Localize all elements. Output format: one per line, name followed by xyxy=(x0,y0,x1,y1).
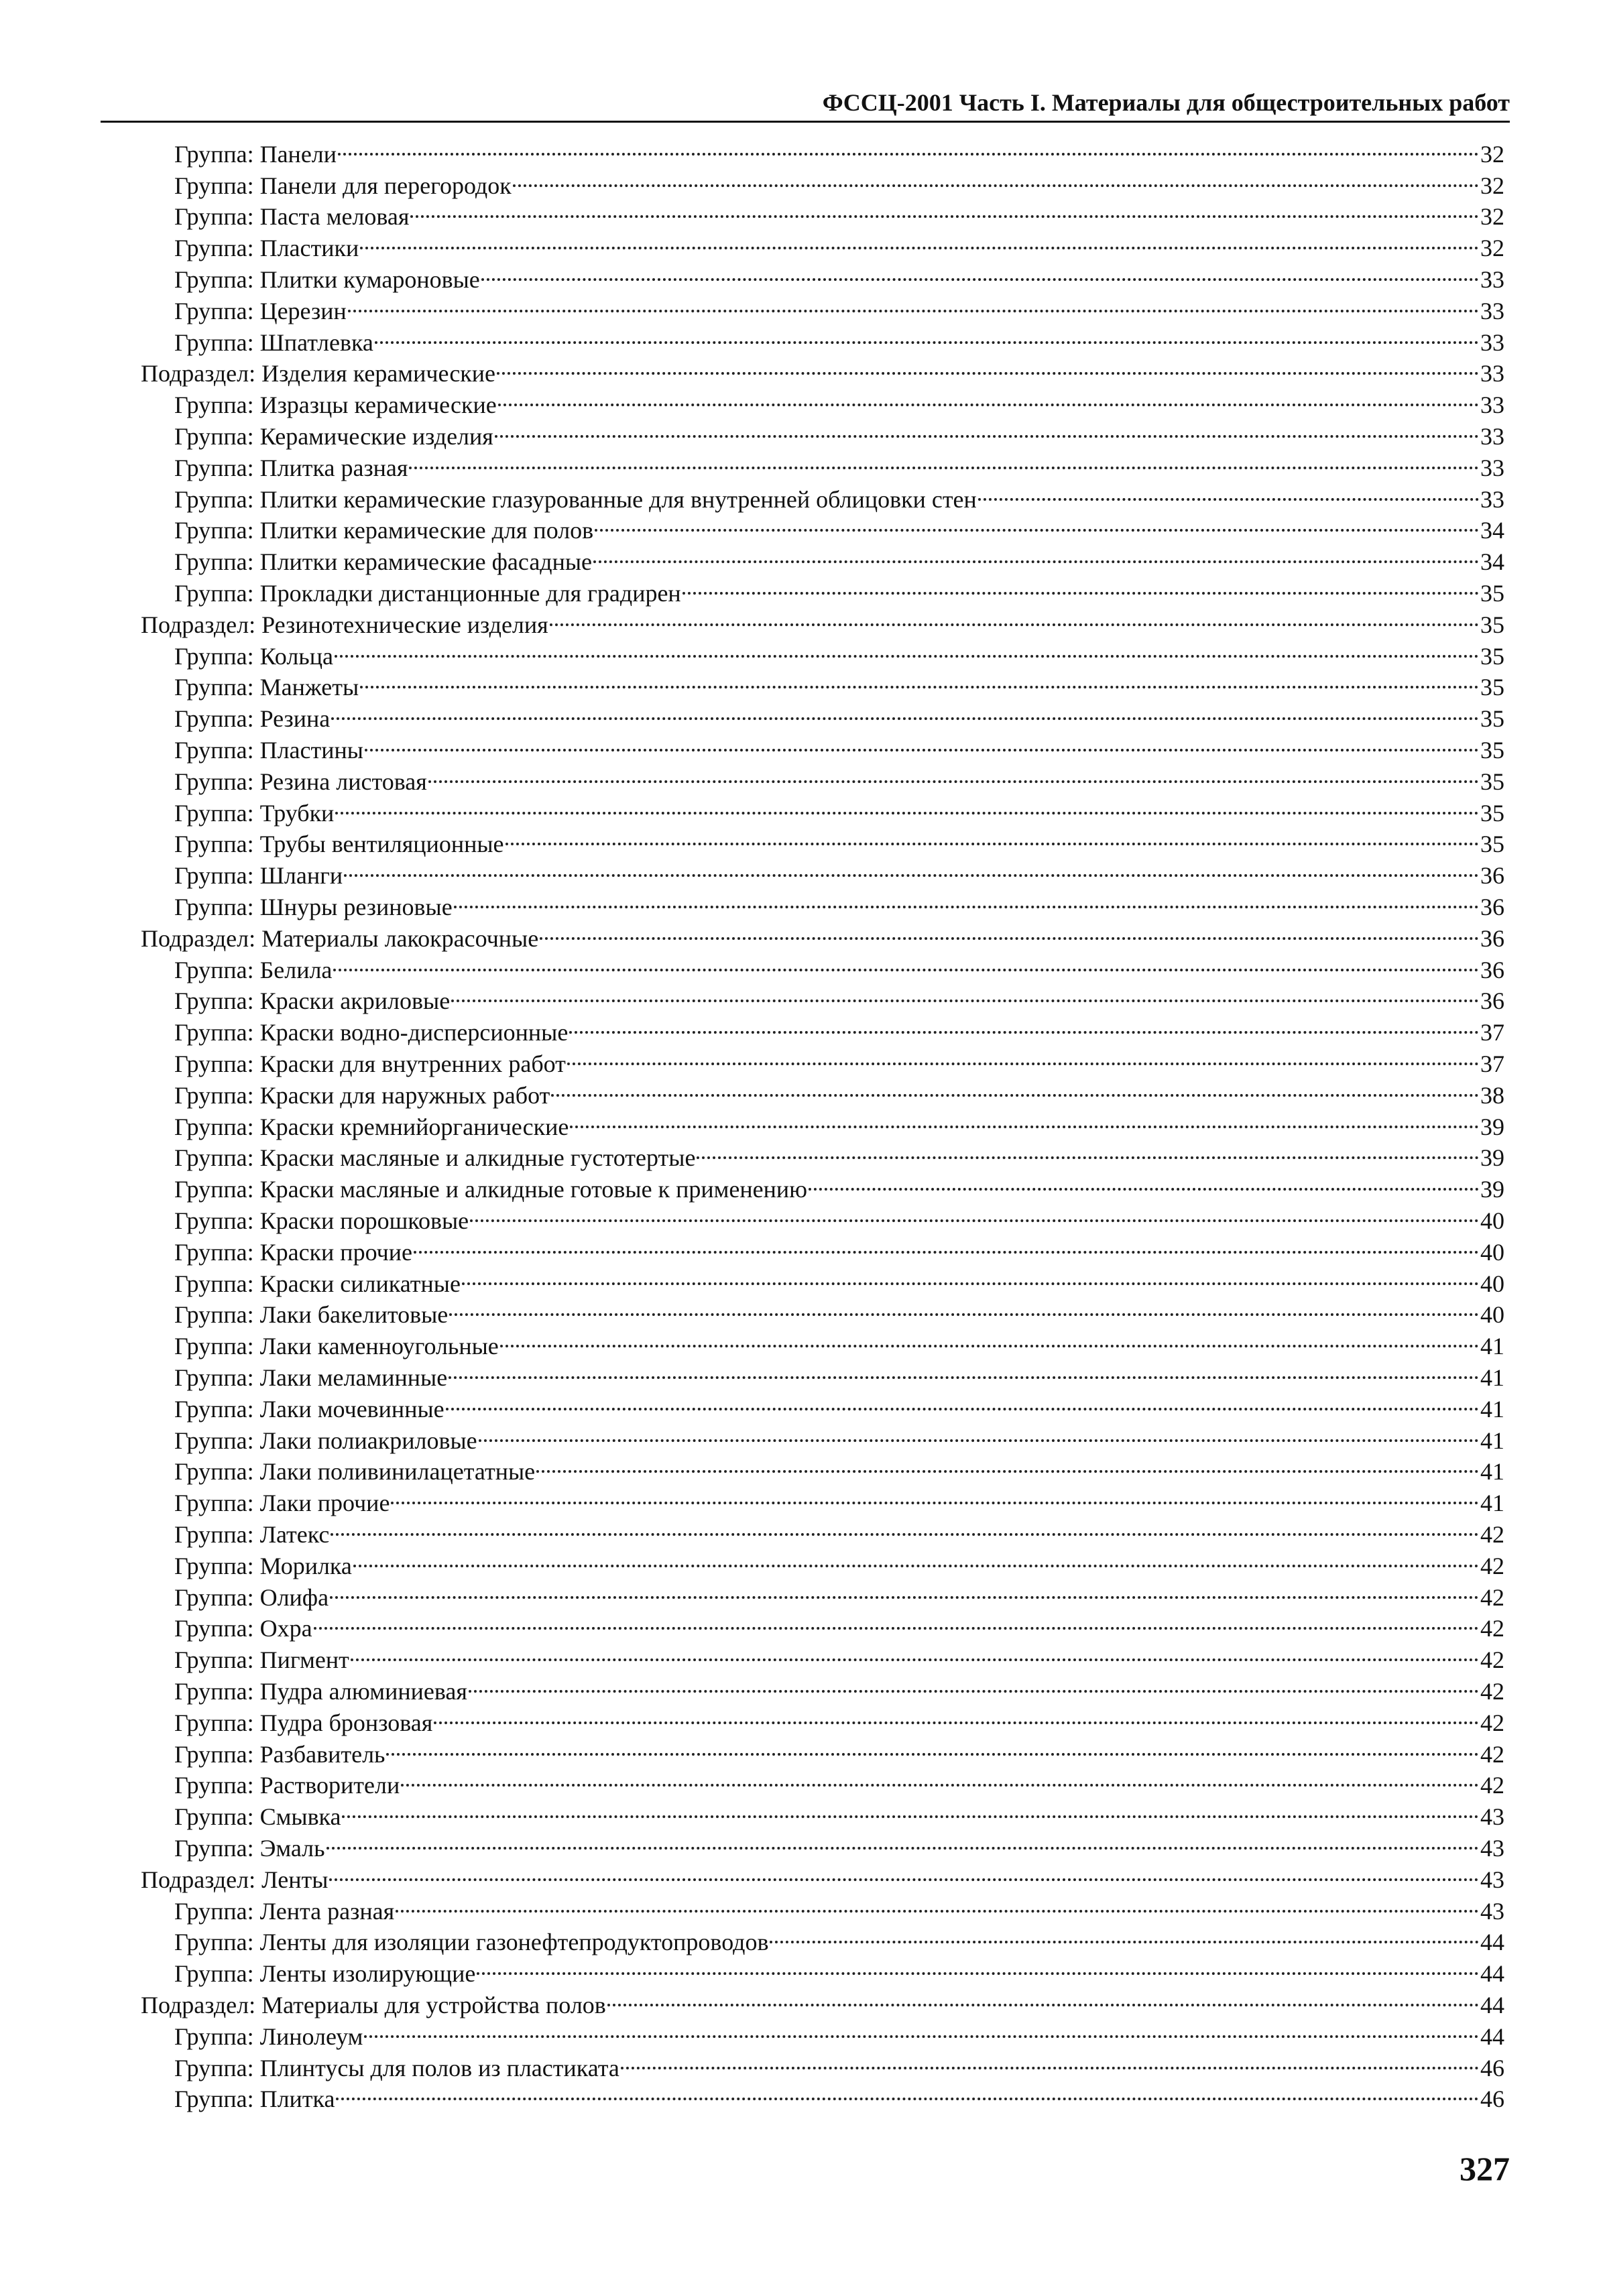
toc-entry-page: 42 xyxy=(1480,1520,1504,1548)
toc-dot-leader xyxy=(567,1040,1479,1072)
toc-group-entry xyxy=(174,476,1504,513)
toc-entry-page: 42 xyxy=(1480,1615,1504,1642)
toc-entry-label: Группа: Плитки керамические фасадные xyxy=(174,548,593,576)
toc-group-entry xyxy=(174,884,1504,920)
toc-group-entry xyxy=(174,1260,1504,1297)
toc-entry-label: Группа: Лаки полиакриловые xyxy=(174,1427,477,1454)
toc-entry-label: Группа: Пластики xyxy=(174,235,359,262)
toc-entry-label: Группа: Шланги xyxy=(174,862,343,890)
toc-entry-label: Группа: Плитки керамические для полов xyxy=(174,517,594,544)
toc-entry-page: 33 xyxy=(1480,391,1504,419)
toc-entry-page: 42 xyxy=(1480,1583,1504,1611)
toc-group-entry xyxy=(174,852,1504,890)
toc-entry-page: 42 xyxy=(1480,1677,1504,1705)
toc-dot-leader xyxy=(348,288,1479,319)
toc-entry-label: Группа: Краски прочие xyxy=(174,1238,412,1266)
toc-group-entry xyxy=(174,695,1504,733)
toc-entry-page: 36 xyxy=(1480,893,1504,920)
toc-group-entry xyxy=(174,1135,1504,1172)
toc-entry-page: 38 xyxy=(1480,1081,1504,1109)
toc-group-entry xyxy=(174,821,1504,858)
toc-entry-label: Группа: Манжеты xyxy=(174,674,359,701)
toc-group-entry xyxy=(174,288,1504,324)
toc-dot-leader xyxy=(333,947,1479,978)
toc-group-entry xyxy=(174,790,1504,827)
toc-entry-label: Группа: Краски силикатные xyxy=(174,1270,461,1297)
toc-entry-page: 43 xyxy=(1480,1866,1504,1893)
toc-group-entry xyxy=(174,1072,1504,1109)
toc-dot-leader xyxy=(477,1950,1479,1982)
toc-entry-label: Группа: Лаки прочие xyxy=(174,1490,390,1517)
toc-dot-leader xyxy=(360,225,1479,256)
toc-entry-page: 44 xyxy=(1480,2022,1504,2050)
toc-group-entry xyxy=(174,1229,1504,1266)
toc-entry-label: Группа: Пластины xyxy=(174,736,363,764)
toc-entry-page: 39 xyxy=(1480,1113,1504,1140)
toc-entry-label: Подраздел: Материалы для устройства полов xyxy=(141,1991,606,2018)
toc-entry-label: Группа: Пудра алюминиевая xyxy=(174,1677,467,1705)
toc-group-entry xyxy=(174,1950,1504,1988)
toc-dot-leader xyxy=(449,1354,1479,1386)
toc-dot-leader xyxy=(335,790,1479,821)
toc-group-entry xyxy=(174,1762,1504,1799)
toc-entry-label: Группа: Панели xyxy=(174,140,337,168)
toc-group-entry xyxy=(174,319,1504,356)
toc-dot-leader xyxy=(331,695,1479,727)
toc-dot-leader xyxy=(570,1103,1479,1135)
toc-group-entry xyxy=(174,1040,1504,1077)
toc-entry-page: 37 xyxy=(1480,1019,1504,1046)
toc-dot-leader xyxy=(326,1825,1479,1856)
toc-subsection-entry xyxy=(141,915,1504,952)
toc-dot-leader xyxy=(342,1793,1479,1825)
toc-entry-page: 40 xyxy=(1480,1207,1504,1234)
toc-dot-leader xyxy=(360,664,1479,696)
toc-dot-leader xyxy=(479,1417,1479,1449)
toc-dot-leader xyxy=(434,1699,1479,1731)
toc-entry-label: Группа: Трубы вентиляционные xyxy=(174,831,504,858)
toc-entry-page: 41 xyxy=(1480,1427,1504,1454)
toc-dot-leader xyxy=(335,633,1479,664)
toc-subsection-entry xyxy=(141,601,1504,638)
toc-group-entry xyxy=(174,1574,1504,1611)
toc-group-entry xyxy=(174,1166,1504,1203)
toc-entry-label: Группа: Плитка xyxy=(174,2086,335,2113)
toc-entry-page: 36 xyxy=(1480,862,1504,890)
toc-entry-label: Группа: Смывка xyxy=(174,1803,341,1831)
toc-entry-label: Группа: Краски масляные и алкидные готовые к применению xyxy=(174,1176,808,1203)
toc-entry-page: 39 xyxy=(1480,1176,1504,1203)
toc-entry-page: 35 xyxy=(1480,831,1504,858)
toc-entry-label: Группа: Пигмент xyxy=(174,1646,349,1674)
toc-entry-page: 35 xyxy=(1480,611,1504,638)
toc-entry-label: Группа: Линолеум xyxy=(174,2022,363,2050)
toc-entry-page: 35 xyxy=(1480,674,1504,701)
toc-dot-leader xyxy=(513,162,1479,194)
toc-dot-leader xyxy=(449,1292,1479,1323)
toc-group-entry xyxy=(174,1323,1504,1360)
toc-entry-label: Группа: Резина xyxy=(174,705,331,733)
toc-entry-label: Группа: Церезин xyxy=(174,297,347,324)
toc-dot-leader xyxy=(365,727,1479,758)
toc-entry-label: Группа: Краски для наружных работ xyxy=(174,1081,550,1109)
toc-dot-leader xyxy=(446,1386,1479,1417)
toc-entry-page: 44 xyxy=(1480,1991,1504,2018)
toc-dot-leader xyxy=(595,507,1479,539)
toc-dot-leader xyxy=(386,1731,1479,1762)
toc-entry-page: 37 xyxy=(1480,1050,1504,1077)
toc-entry-label: Группа: Лаки меламинные xyxy=(174,1364,448,1391)
toc-group-entry xyxy=(174,1292,1504,1329)
toc-entry-label: Подраздел: Материалы лакокрасочные xyxy=(141,924,539,952)
toc-dot-leader xyxy=(682,570,1479,601)
toc-group-entry xyxy=(174,507,1504,544)
toc-group-entry xyxy=(174,444,1504,481)
toc-dot-leader xyxy=(330,1574,1479,1606)
toc-entry-page: 43 xyxy=(1480,1803,1504,1831)
toc-entry-label: Группа: Латекс xyxy=(174,1520,330,1548)
toc-subsection-entry xyxy=(141,1856,1504,1893)
toc-group-entry xyxy=(174,1731,1504,1768)
toc-dot-leader xyxy=(550,601,1479,633)
toc-dot-leader xyxy=(364,2013,1479,2045)
toc-entry-page: 42 xyxy=(1480,1740,1504,1768)
toc-entry-page: 33 xyxy=(1480,422,1504,450)
toc-dot-leader xyxy=(314,1606,1479,1637)
toc-entry-label: Группа: Плитки керамические глазурованные для внутренней облицовки стен xyxy=(174,485,977,513)
toc-entry-label: Группа: Краски масляные и алкидные густотертые xyxy=(174,1144,696,1172)
toc-entry-page: 33 xyxy=(1480,297,1504,324)
toc-entry-label: Группа: Краски порошковые xyxy=(174,1207,469,1234)
toc-entry-page: 43 xyxy=(1480,1897,1504,1925)
running-header: ФССЦ-2001 Часть I. Материалы для общестроительных работ xyxy=(822,89,1510,116)
toc-group-entry xyxy=(174,381,1504,419)
toc-group-entry xyxy=(174,1354,1504,1391)
toc-entry-label: Группа: Прокладки дистанционные для градирен xyxy=(174,579,681,607)
toc-entry-label: Группа: Плинтусы для полов из пластиката xyxy=(174,2054,619,2081)
toc-dot-leader xyxy=(409,444,1479,476)
toc-group-entry xyxy=(174,2045,1504,2081)
toc-subsection-entry xyxy=(141,1982,1504,2018)
toc-entry-label: Группа: Панели для перегородок xyxy=(174,172,512,199)
toc-entry-label: Группа: Краски кремнийорганические xyxy=(174,1113,569,1140)
toc-group-entry xyxy=(174,1511,1504,1548)
toc-dot-leader xyxy=(470,1197,1479,1229)
toc-entry-label: Группа: Растворители xyxy=(174,1772,400,1799)
toc-entry-label: Группа: Паста меловая xyxy=(174,203,410,231)
toc-entry-page: 41 xyxy=(1480,1490,1504,1517)
toc-entry-page: 32 xyxy=(1480,140,1504,168)
toc-entry-page: 35 xyxy=(1480,768,1504,795)
toc-dot-leader xyxy=(497,351,1479,382)
toc-entry-page: 44 xyxy=(1480,1960,1504,1988)
toc-entry-label: Группа: Краски водно-дисперсионные xyxy=(174,1019,569,1046)
toc-group-entry xyxy=(174,570,1504,607)
toc-entry-label: Группа: Олифа xyxy=(174,1583,329,1611)
toc-dot-leader xyxy=(500,1323,1479,1354)
toc-group-entry xyxy=(174,1543,1504,1579)
toc-dot-leader xyxy=(329,1856,1479,1888)
toc-group-entry xyxy=(174,413,1504,450)
toc-entry-label: Подраздел: Ленты xyxy=(141,1866,329,1893)
toc-dot-leader xyxy=(809,1166,1479,1197)
toc-entry-label: Группа: Ленты изолирующие xyxy=(174,1960,476,1988)
toc-entry-label: Группа: Шпатлевка xyxy=(174,328,373,356)
toc-dot-leader xyxy=(396,1888,1479,1919)
toc-dot-leader xyxy=(344,852,1479,884)
toc-entry-label: Группа: Плитки кумароновые xyxy=(174,265,480,293)
toc-entry-label: Группа: Ленты для изоляции газонефтепродуктопроводов xyxy=(174,1929,769,1956)
toc-entry-label: Группа: Плитка разная xyxy=(174,454,408,481)
toc-group-entry xyxy=(174,1417,1504,1454)
toc-entry-page: 35 xyxy=(1480,642,1504,670)
toc-entry-page: 41 xyxy=(1480,1364,1504,1391)
toc-group-entry xyxy=(174,1386,1504,1423)
toc-entry-page: 46 xyxy=(1480,2086,1504,2113)
toc-dot-leader xyxy=(451,978,1479,1010)
toc-entry-label: Группа: Краски для внутренних работ xyxy=(174,1050,566,1077)
toc-entry-label: Группа: Кольца xyxy=(174,642,333,670)
toc-group-entry xyxy=(174,758,1504,795)
toc-entry-page: 35 xyxy=(1480,799,1504,827)
toc-entry-page: 39 xyxy=(1480,1144,1504,1172)
toc-entry-label: Группа: Разбавитель xyxy=(174,1740,385,1768)
toc-entry-label: Группа: Белила xyxy=(174,956,333,983)
toc-dot-leader xyxy=(593,538,1479,570)
toc-entry-page: 35 xyxy=(1480,579,1504,607)
toc-group-entry xyxy=(174,664,1504,701)
toc-entry-page: 42 xyxy=(1480,1552,1504,1579)
toc-entry-label: Подраздел: Изделия керамические xyxy=(141,360,496,387)
toc-entry-page: 35 xyxy=(1480,705,1504,733)
toc-group-entry xyxy=(174,1449,1504,1486)
toc-dot-leader xyxy=(551,1072,1479,1103)
toc-dot-leader xyxy=(391,1479,1479,1511)
toc-entry-page: 42 xyxy=(1480,1646,1504,1674)
toc-entry-page: 36 xyxy=(1480,956,1504,983)
toc-entry-page: 33 xyxy=(1480,328,1504,356)
toc-dot-leader xyxy=(469,1668,1479,1699)
toc-entry-label: Группа: Лента разная xyxy=(174,1897,395,1925)
toc-group-entry xyxy=(174,1606,1504,1642)
toc-entry-page: 35 xyxy=(1480,736,1504,764)
toc-dot-leader xyxy=(351,1636,1479,1668)
toc-group-entry xyxy=(174,162,1504,199)
toc-entry-page: 42 xyxy=(1480,1709,1504,1736)
toc-group-entry xyxy=(174,256,1504,293)
toc-group-entry xyxy=(174,1793,1504,1831)
toc-dot-leader xyxy=(569,1009,1479,1040)
toc-group-entry xyxy=(174,1197,1504,1234)
toc-group-entry xyxy=(174,947,1504,983)
toc-entry-label: Подраздел: Резинотехнические изделия xyxy=(141,611,548,638)
toc-entry-label: Группа: Керамические изделия xyxy=(174,422,493,450)
toc-group-entry xyxy=(174,1825,1504,1862)
toc-entry-label: Группа: Трубки xyxy=(174,799,335,827)
toc-entry-page: 33 xyxy=(1480,360,1504,387)
toc-dot-leader xyxy=(414,1229,1479,1260)
toc-group-entry xyxy=(174,1636,1504,1674)
toc-group-entry xyxy=(174,2076,1504,2113)
toc-dot-leader xyxy=(506,821,1479,853)
toc-group-entry xyxy=(174,538,1504,576)
toc-entry-label: Группа: Лаки поливинилацетатные xyxy=(174,1458,536,1486)
toc-entry-page: 34 xyxy=(1480,548,1504,576)
toc-dot-leader xyxy=(410,194,1479,225)
toc-group-entry xyxy=(174,131,1504,168)
toc-dot-leader xyxy=(428,758,1479,790)
toc-entry-page: 33 xyxy=(1480,454,1504,481)
toc-group-entry xyxy=(174,1668,1504,1705)
toc-group-entry xyxy=(174,727,1504,764)
toc-dot-leader xyxy=(498,381,1479,413)
toc-group-entry xyxy=(174,1699,1504,1736)
toc-group-entry xyxy=(174,1479,1504,1517)
toc-dot-leader xyxy=(401,1762,1479,1794)
toc-dot-leader xyxy=(540,915,1479,947)
toc-group-entry xyxy=(174,225,1504,262)
toc-entry-page: 43 xyxy=(1480,1834,1504,1862)
toc-entry-page: 41 xyxy=(1480,1333,1504,1360)
toc-dot-leader xyxy=(375,319,1479,351)
toc-entry-label: Группа: Охра xyxy=(174,1615,312,1642)
toc-dot-leader xyxy=(978,476,1479,507)
toc-entry-label: Группа: Изразцы керамические xyxy=(174,391,497,419)
toc-dot-leader xyxy=(353,1543,1479,1574)
toc-entry-label: Группа: Резина листовая xyxy=(174,768,427,795)
page-number: 327 xyxy=(1460,2150,1510,2187)
toc-group-entry xyxy=(174,194,1504,231)
toc-entry-page: 32 xyxy=(1480,172,1504,199)
toc-dot-leader xyxy=(481,256,1479,288)
toc-entry-label: Группа: Лаки каменноугольные xyxy=(174,1333,499,1360)
toc-entry-page: 32 xyxy=(1480,203,1504,231)
toc-entry-page: 36 xyxy=(1480,924,1504,952)
toc-dot-leader xyxy=(462,1260,1479,1292)
toc-entry-page: 40 xyxy=(1480,1238,1504,1266)
toc-group-entry xyxy=(174,633,1504,670)
toc-entry-page: 42 xyxy=(1480,1772,1504,1799)
toc-entry-page: 34 xyxy=(1480,517,1504,544)
toc-dot-leader xyxy=(336,2076,1479,2108)
toc-dot-leader xyxy=(495,413,1479,444)
toc-group-entry xyxy=(174,2013,1504,2050)
toc-entry-label: Группа: Пудра бронзовая xyxy=(174,1709,433,1736)
header-rule xyxy=(101,121,1510,123)
toc-entry-label: Группа: Лаки бакелитовые xyxy=(174,1301,449,1329)
toc-group-entry xyxy=(174,978,1504,1015)
toc-entry-page: 33 xyxy=(1480,485,1504,513)
toc-dot-leader xyxy=(621,2045,1479,2076)
toc-subsection-entry xyxy=(141,351,1504,387)
toc-dot-leader xyxy=(607,1982,1479,2013)
toc-entry-page: 40 xyxy=(1480,1301,1504,1329)
toc-group-entry xyxy=(174,1919,1504,1956)
toc-dot-leader xyxy=(536,1449,1479,1480)
toc-entry-label: Группа: Эмаль xyxy=(174,1834,325,1862)
toc-group-entry xyxy=(174,1009,1504,1046)
toc-entry-page: 36 xyxy=(1480,987,1504,1015)
toc-entry-label: Группа: Лаки мочевинные xyxy=(174,1395,444,1423)
toc-dot-leader xyxy=(770,1919,1479,1951)
toc-group-entry xyxy=(174,1103,1504,1140)
toc-entry-page: 46 xyxy=(1480,2054,1504,2081)
toc-entry-page: 41 xyxy=(1480,1395,1504,1423)
toc-dot-leader xyxy=(338,131,1479,162)
toc-dot-leader xyxy=(697,1135,1479,1166)
toc-entry-page: 44 xyxy=(1480,1929,1504,1956)
toc-entry-page: 32 xyxy=(1480,235,1504,262)
toc-entry-page: 41 xyxy=(1480,1458,1504,1486)
toc-entry-page: 40 xyxy=(1480,1270,1504,1297)
toc-dot-leader xyxy=(331,1511,1479,1543)
toc-entry-label: Группа: Шнуры резиновые xyxy=(174,893,453,920)
toc-entry-label: Группа: Морилка xyxy=(174,1552,352,1579)
toc-dot-leader xyxy=(454,884,1479,915)
toc-entry-label: Группа: Краски акриловые xyxy=(174,987,451,1015)
toc-entry-page: 33 xyxy=(1480,265,1504,293)
toc-group-entry xyxy=(174,1888,1504,1925)
